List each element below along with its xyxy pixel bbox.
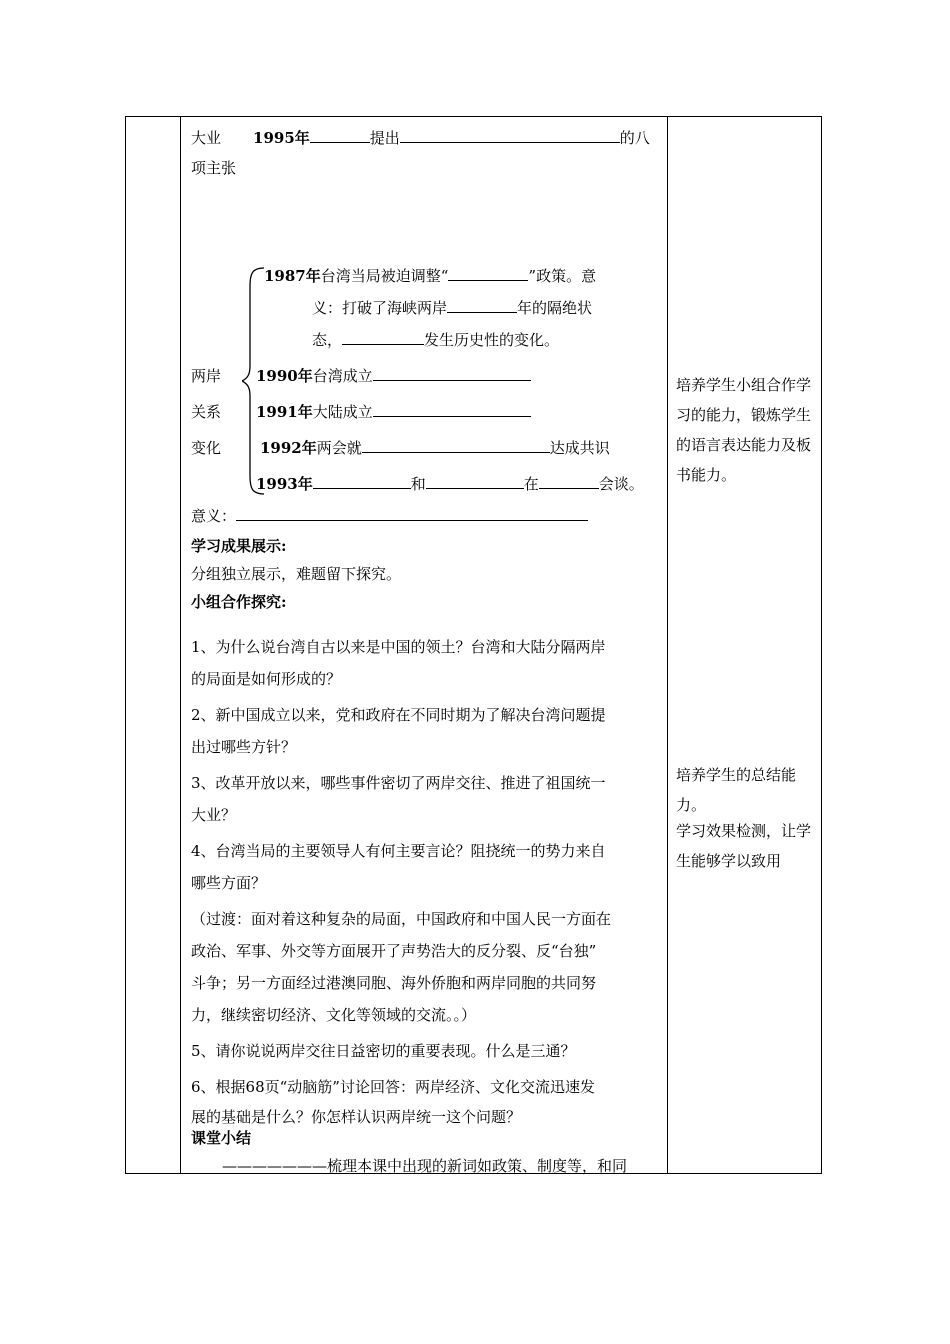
item-1987-line-3 [312, 330, 559, 350]
text-1992-a: 两会就 [316, 439, 362, 457]
year-1992: 1992年 [260, 439, 317, 457]
question-3-line-1: 3、改革开放以来，哪些事件密切了两岸交往、推进了祖国统一 [191, 774, 606, 792]
question-4-line-1: 4、台湾当局的主要领导人有何主要言论？阻挠统一的势力来自 [191, 842, 606, 860]
blank-1995-what [400, 128, 620, 143]
blank-1993-place [539, 474, 599, 489]
text-1987-l2b: 年的隔绝状 [517, 299, 593, 317]
year-1995: 1995年 [253, 129, 310, 147]
text-1991-a: 大陆成立 [312, 403, 373, 421]
transition-line-2: 政治、军事、外交等方面展开了声势浩大的反分裂、反“台独” [191, 942, 597, 960]
blank-1987-policy [448, 266, 528, 281]
year-1993: 1993年 [256, 475, 313, 493]
text-1990-a: 台湾成立 [312, 367, 373, 385]
text-1987-a: 台湾当局被迫调整“ [320, 267, 449, 285]
text-deba: 的八 [619, 129, 650, 147]
question-3-line-2: 大业？ [191, 806, 237, 824]
transition-line-3: 斗争；另一方面经过港澳同胞、海外侨胞和两岸同胞的共同努 [191, 974, 597, 992]
item-1987-line-1 [264, 266, 596, 286]
transition-line-4: 力，继续密切经济、文化等领域的交流。。） [191, 1006, 477, 1024]
item-1987-line-2 [312, 298, 592, 318]
meaning-line [191, 506, 588, 526]
text-tichu: 提出 [369, 129, 400, 147]
text-1993-b: 在 [523, 475, 539, 493]
year-1990: 1990年 [256, 367, 313, 385]
blank-1992 [362, 438, 550, 453]
side-note-2: 培养学生的总结能力。 [676, 766, 797, 814]
label-guanxi: 关系 [191, 403, 222, 421]
label-bianhua: 变化 [191, 439, 222, 457]
label-liangan: 两岸 [191, 367, 222, 385]
text-1987-b: ”政策。意 [528, 267, 597, 285]
text-daye: 大业 [191, 129, 222, 147]
blank-1990 [373, 366, 531, 381]
question-4-line-2: 哪些方面？ [191, 874, 267, 892]
blank-1987-change [342, 330, 424, 345]
question-2-line-1: 2、新中国成立以来，党和政府在不同时期为了解决台湾问题提 [191, 706, 606, 724]
top-line-2: 项主张 [191, 159, 237, 177]
blank-1993-b [426, 474, 524, 489]
text-1987-l3b: 发生历史性的变化。 [424, 331, 560, 349]
item-1993 [256, 474, 644, 494]
results-heading: 学习成果展示: [191, 537, 287, 555]
blank-1993-a [313, 474, 411, 489]
text-1993-c: 会谈。 [598, 475, 644, 493]
explore-heading: 小组合作探究: [191, 593, 287, 611]
text-1993-a: 和 [410, 475, 426, 493]
item-1991 [256, 402, 531, 422]
blank-1987-years [447, 298, 517, 313]
text-1992-b: 达成共识 [549, 439, 610, 457]
results-text: 分组独立展示，难题留下探究。 [191, 565, 402, 583]
text-1987-l3a: 态， [312, 331, 343, 349]
blank-meaning [236, 506, 588, 521]
meaning-label: 意义： [191, 507, 237, 525]
question-6-line-2: 展的基础是什么？你怎样认识两岸统一这个问题？ [191, 1108, 522, 1126]
top-line-1 [191, 128, 650, 148]
blank-1991 [373, 402, 531, 417]
year-1987: 1987年 [264, 267, 321, 285]
transition-line-1: （过渡：面对着这种复杂的局面，中国政府和中国人民一方面在 [191, 910, 612, 928]
side-note-3: 学习效果检测，让学生能够学以致用 [676, 822, 812, 870]
question-6-line-1: 6、根据68页“动脑筋”讨论回答：两岸经济、文化交流迅速发 [191, 1078, 595, 1096]
summary-text: ———————梳理本课中出现的新词如政策、制度等，和同 [222, 1157, 628, 1175]
column-divider-right [667, 116, 668, 1174]
side-note-1: 培养学生小组合作学习的能力，锻炼学生的语言表达能力及板书能力。 [676, 376, 812, 484]
question-5: 5、请你说说两岸交往日益密切的重要表现。什么是三通？ [191, 1042, 576, 1060]
item-1990 [256, 366, 531, 386]
question-1-line-1: 1、为什么说台湾自古以来是中国的领土？台湾和大陆分隔两岸 [191, 638, 606, 656]
question-1-line-2: 的局面是如何形成的？ [191, 670, 342, 688]
text-1987-l2a: 义：打破了海峡两岸 [312, 299, 448, 317]
year-1991: 1991年 [256, 403, 313, 421]
summary-heading: 课堂小结 [191, 1129, 252, 1147]
blank-1995-who [310, 128, 370, 143]
column-divider-left [180, 116, 181, 1174]
item-1992 [260, 438, 610, 458]
question-2-line-2: 出过哪些方针？ [191, 738, 297, 756]
